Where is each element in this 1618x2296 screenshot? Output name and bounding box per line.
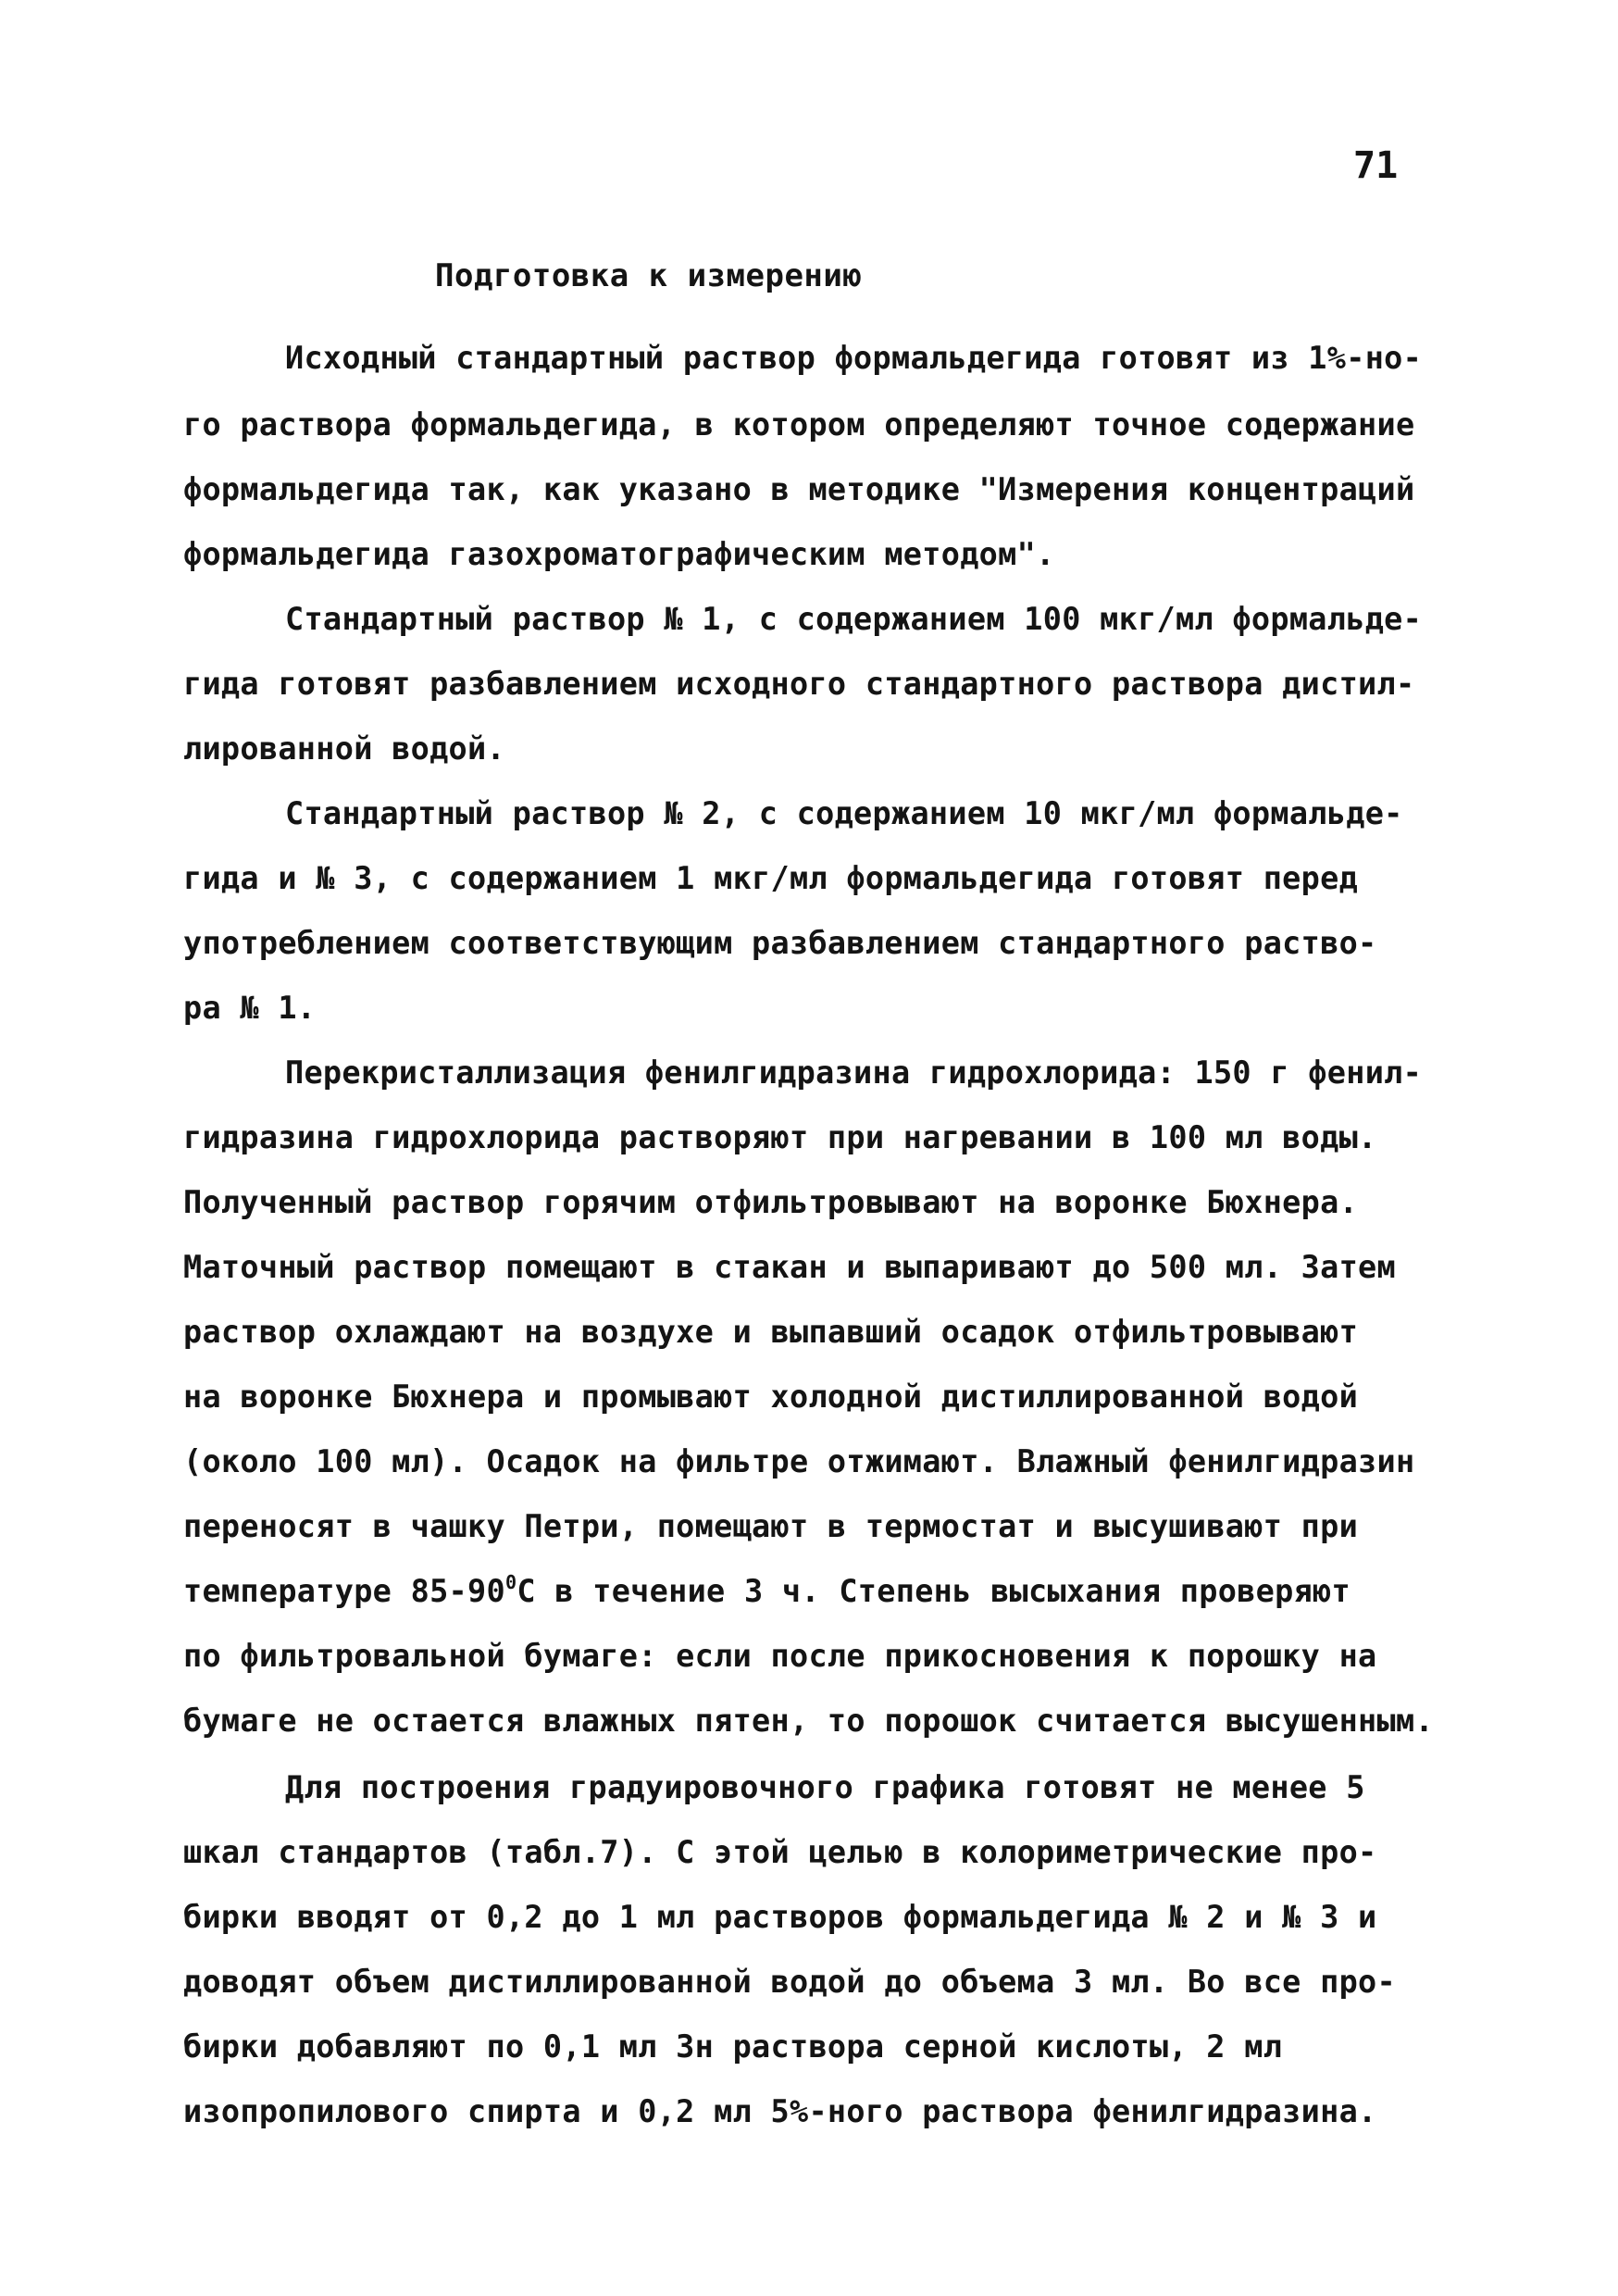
text-line: доводят объем дистиллированной водой до объема 3 мл. Во все про- (183, 1964, 1396, 2000)
section-heading: Подготовка к измерению (435, 257, 863, 294)
text-line: раствор охлаждают на воздухе и выпавший осадок отфильтровывают (183, 1314, 1359, 1350)
text-line: формальдегида так, как указано в методике "Измерения концентраций (183, 471, 1415, 507)
text-line: Для построения градуировочного графика готовят не менее 5 (285, 1769, 1365, 1805)
text-line: ра № 1. (183, 990, 317, 1026)
text-line: Полученный раствор горячим отфильтровывают на воронке Бюхнера. (183, 1184, 1359, 1220)
text-line: бумаге не остается влажных пятен, то порошок считается высушенным. (183, 1703, 1434, 1739)
text-line: бирки вводят от 0,2 до 1 мл растворов формальдегида № 2 и № 3 и (183, 1899, 1377, 1935)
text-line: го раствора формальдегида, в котором определяют точное содержание (183, 406, 1415, 443)
text-line: лированной водой. (183, 730, 505, 767)
temperature-line-end: С в течение 3 ч. Степень высыхания проверяют (517, 1573, 1350, 1609)
text-line: Стандартный раствор № 2, с содержанием 10 мкг/мл формальде- (285, 795, 1403, 831)
text-line: Исходный стандартный раствор формальдегида готовят из 1%-но- (285, 340, 1423, 376)
text-line: формальдегида газохроматографическим методом". (183, 536, 1055, 572)
page-number: 71 (1353, 144, 1399, 187)
text-line: Маточный раствор помещают в стакан и выпаривают до 500 мл. Затем (183, 1249, 1396, 1285)
text-line: по фильтровальной бумаге: если после прикосновения к порошку на (183, 1638, 1377, 1674)
text-line: гида готовят разбавлением исходного стандартного раствора дистил- (183, 666, 1415, 702)
text-line: переносят в чашку Петри, помещают в термостат и высушивают при (183, 1508, 1359, 1544)
text-line: употреблением соответствующим разбавлением стандартного раство- (183, 925, 1377, 961)
text-line: изопропилового спирта и 0,2 мл 5%-ного раствора фенилгидразина. (183, 2093, 1377, 2129)
temperature-line-start: температуре 85-90 (183, 1573, 505, 1609)
text-line: шкал стандартов (табл.7). С этой целью в колориметрические про- (183, 1834, 1377, 1870)
text-line: гида и № 3, с содержанием 1 мкг/мл формальдегида готовят перед (183, 860, 1359, 896)
temperature-line (183, 1571, 1350, 1609)
text-line: на воронке Бюхнера и промывают холодной дистиллированной водой (183, 1379, 1359, 1415)
text-line: (около 100 мл). Осадок на фильтре отжимают. Влажный фенилгидразин (183, 1443, 1415, 1479)
text-line: Стандартный раствор № 1, с содержанием 100 мкг/мл формальде- (285, 601, 1423, 637)
degree-superscript: 0 (504, 1571, 517, 1593)
text-line: Перекристаллизация фенилгидразина гидрохлорида: 150 г фенил- (285, 1054, 1423, 1091)
text-line: гидразина гидрохлорида растворяют при нагревании в 100 мл воды. (183, 1119, 1377, 1155)
text-line: бирки добавляют по 0,1 мл 3н раствора серной кислоты, 2 мл (183, 2028, 1283, 2065)
